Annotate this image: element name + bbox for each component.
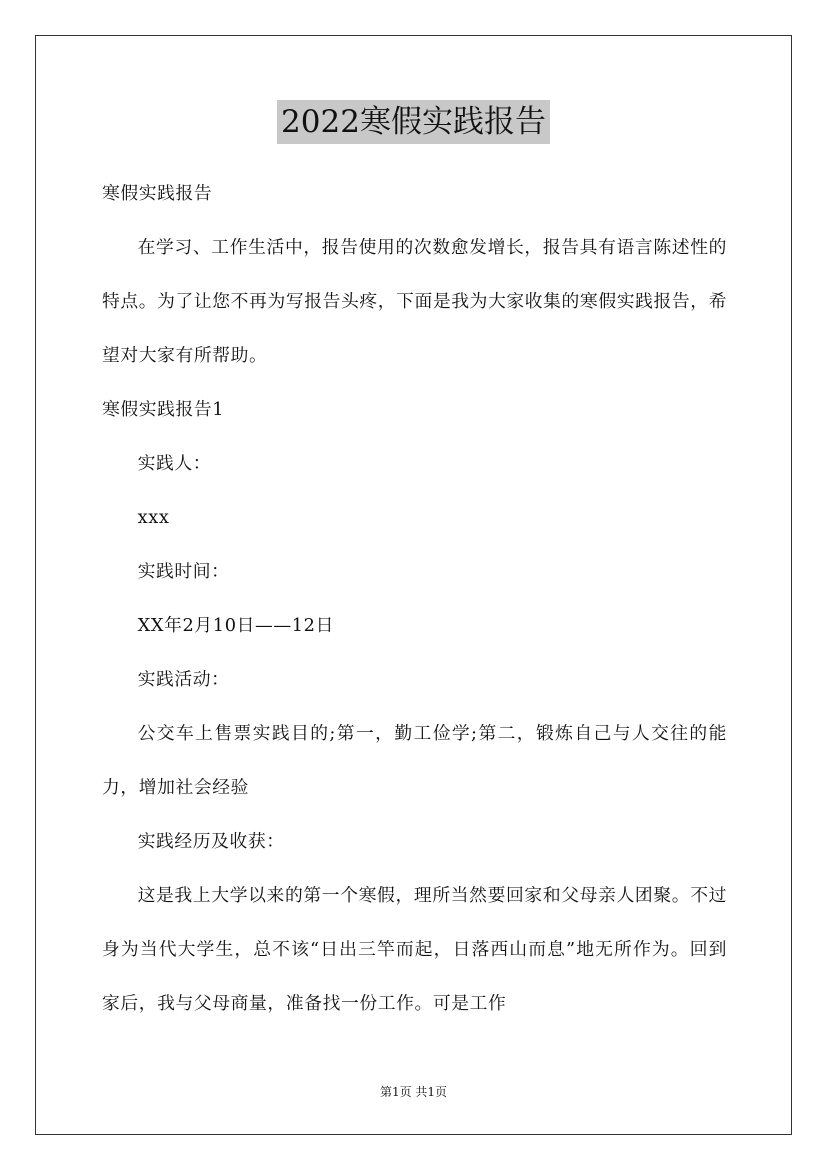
title-container [0, 100, 827, 144]
paragraph: 寒假实践报告 [102, 183, 213, 204]
paragraph: XX年2月10日——12日 [137, 615, 334, 636]
paragraph: 在学习、工作生活中，报告使用的次数愈发增长，报告具有语言陈述性的特点。为了让您不再为写报告头疼，下面是我为大家收集的寒假实践报告，希望对大家有所帮助。 [102, 237, 727, 366]
paragraph: xxx [137, 507, 170, 528]
paragraph: 实践时间： [137, 561, 230, 582]
page-number: 第1页 [379, 1085, 412, 1099]
document-body [102, 167, 727, 1031]
page-total: 共1页 [415, 1085, 448, 1099]
document-title: 2022寒假实践报告 [277, 100, 550, 144]
paragraph: 实践人： [137, 453, 212, 474]
paragraph: 公交车上售票实践目的;第一，勤工俭学;第二，锻炼自己与人交往的能力，增加社会经验 [102, 723, 727, 798]
paragraph: 实践经历及收获： [137, 831, 285, 852]
page-footer [0, 1084, 827, 1100]
paragraph: 这是我上大学以来的第一个寒假，理所当然要回家和父母亲人团聚。不过身为当代大学生，总不该“日出三竿而起，日落西山而息”地无所作为。回到家后，我与父母商量，准备找一份工作。可是工作 [102, 885, 727, 1014]
paragraph: 寒假实践报告1 [102, 399, 225, 420]
paragraph: 实践活动： [137, 669, 230, 690]
